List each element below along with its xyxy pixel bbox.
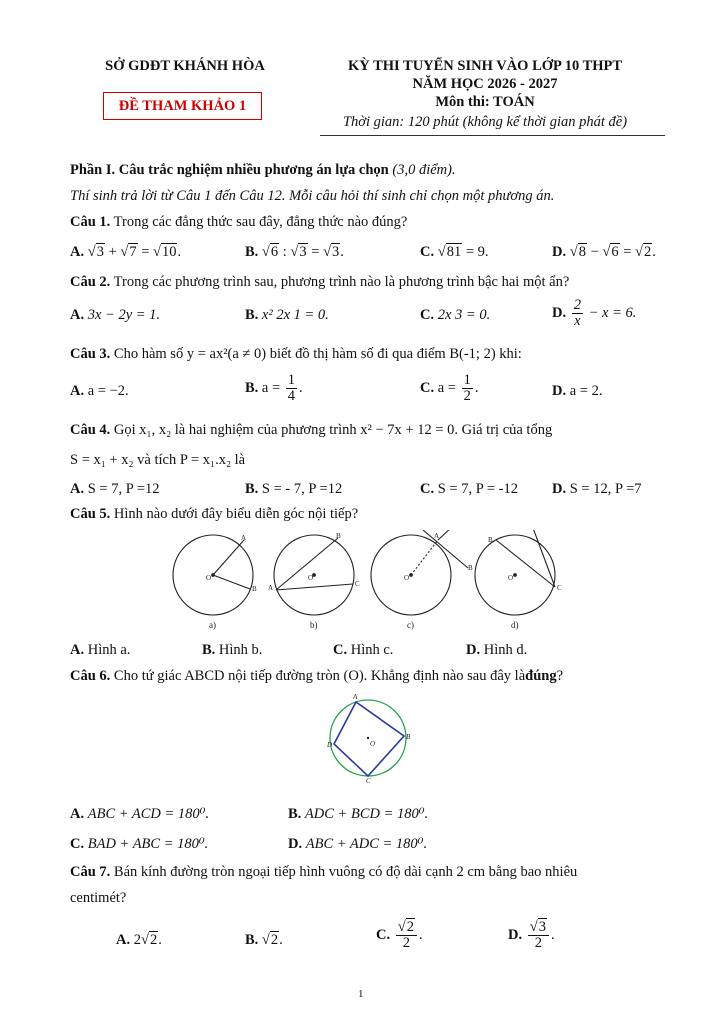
question-7 — [70, 864, 577, 881]
figure-c-label: c) — [407, 620, 414, 630]
q3-b-label: B. — [245, 380, 259, 397]
figure-point-labels — [206, 532, 562, 593]
figure-c — [371, 530, 468, 615]
q4-a-text: S = 7, P =12 — [87, 481, 160, 497]
q3-c-math: a = $\frac{1}{2}$ . — [437, 372, 479, 405]
q5-option-a[interactable] — [70, 642, 130, 659]
q4-option-a[interactable] — [70, 481, 160, 498]
svg-text:O: O — [508, 574, 514, 582]
question-2 — [70, 274, 569, 291]
q7-c-fraction: $\frac{√2}{2}$ — [396, 920, 417, 951]
q6-c-label: C. — [70, 836, 85, 852]
q1-b-math: √6 : √3 = √3. — [261, 244, 344, 260]
q7-a-label: A. — [116, 932, 131, 948]
svg-text:C: C — [557, 584, 562, 592]
q7-c-label: C. — [376, 927, 391, 944]
q1-text: Trong các đẳng thức sau đây, đẳng thức nào đúng? — [113, 214, 408, 230]
figure-b — [274, 535, 354, 615]
q1-c-math: √81 = 9. — [437, 244, 489, 260]
q2-option-c[interactable] — [420, 307, 490, 324]
q5-b-text: Hình b. — [218, 642, 263, 658]
q1-b-label: B. — [245, 244, 259, 260]
q1-option-c[interactable] — [420, 244, 489, 261]
q5-d-text: Hình d. — [483, 642, 528, 658]
q5-label: Câu 5. — [70, 506, 111, 522]
q2-option-d[interactable] — [552, 298, 636, 329]
center-point — [367, 737, 369, 739]
q2-c-text: 2x 3 = 0. — [437, 307, 491, 323]
q1-option-a[interactable] — [70, 244, 181, 261]
q4-b-label: B. — [245, 481, 259, 497]
q4-option-b[interactable] — [245, 481, 342, 498]
svg-text:B: B — [488, 536, 493, 544]
q5-a-text: Hình a. — [87, 642, 131, 658]
q2-c-label: C. — [420, 307, 435, 323]
part1-title: Phần I. Câu trắc nghiệm nhiều phương án lựa chọn — [70, 162, 389, 178]
q4-label: Câu 4. — [70, 422, 111, 438]
q7-line2: centimét? — [70, 890, 127, 906]
q3-text-post: biết đồ thị hàm số đi qua điểm B(-1; 2) khi: — [269, 346, 522, 362]
q2-b-label: B. — [245, 307, 259, 323]
svg-text:A: A — [268, 584, 274, 592]
q3-c-label: C. — [420, 380, 435, 397]
q3-a-label: A. — [70, 383, 85, 399]
q6-figure — [322, 692, 414, 784]
q6-b-label: B. — [288, 806, 302, 822]
exam-title: KỲ THI TUYỂN SINH VÀO LỚP 10 THPT — [347, 58, 623, 74]
part1-instruction: Thí sinh trả lời từ Câu 1 đến Câu 12. Mỗi câu hỏi thí sinh chỉ chọn một phương án. — [70, 188, 555, 204]
q4-a-label: A. — [70, 481, 85, 497]
q2-option-a[interactable] — [70, 307, 160, 324]
svg-text:C: C — [355, 580, 360, 588]
q7-label: Câu 7. — [70, 864, 111, 880]
q5-c-text: Hình c. — [350, 642, 394, 658]
svg-text:O: O — [404, 574, 410, 582]
q2-a-text: 3x − 2y = 1. — [87, 307, 161, 323]
question-1 — [70, 214, 407, 231]
reference-exam-badge: ĐỀ THAM KHẢO 1 — [103, 92, 262, 120]
svg-text:B: B — [252, 585, 257, 593]
q5-c-label: C. — [333, 642, 348, 658]
q1-c-label: C. — [420, 244, 435, 260]
q7-option-d[interactable]: D. $\frac{√3}{2}$ . — [508, 919, 555, 952]
q1-d-math: √8 − √6 = √2. — [569, 244, 656, 260]
svg-text:B: B — [336, 532, 341, 540]
school-year: NĂM HỌC 2026 - 2027 — [412, 76, 558, 92]
svg-text:O: O — [308, 574, 314, 582]
q2-b-text: x² 2x 1 = 0. — [261, 307, 329, 323]
part1-heading — [70, 162, 456, 179]
part1-points: (3,0 điểm). — [392, 162, 456, 178]
quadrilateral-abcd — [334, 702, 404, 776]
q6-a-label: A. — [70, 806, 85, 822]
q7-b-label: B. — [245, 932, 259, 948]
duration: Thời gian: 120 phút (không kể thời gian phát đề) — [342, 114, 628, 130]
q1-a-math: √3 + √7 = √10. — [87, 244, 182, 260]
svg-text:B: B — [406, 733, 411, 741]
q6-a-text: ABC + ACD = 180⁰. — [87, 806, 210, 822]
q3-option-a[interactable] — [70, 383, 129, 400]
q4-option-c[interactable] — [420, 481, 518, 498]
q1-option-d[interactable] — [552, 244, 656, 261]
q2-d-label: D. — [552, 305, 567, 322]
q3-b-math: a = $\frac{1}{4}$ . — [261, 372, 303, 405]
q6-option-b[interactable] — [288, 806, 428, 823]
svg-text:D: D — [327, 741, 333, 749]
question-6 — [70, 668, 563, 685]
q2-a-label: A. — [70, 307, 85, 323]
q2-d-text: − x = 6. — [588, 305, 637, 322]
q5-a-label: A. — [70, 642, 85, 658]
q4-d-text: S = 12, P =7 — [569, 481, 642, 497]
svg-text:O: O — [206, 574, 212, 582]
q4-line1: Gọi x₁, x₂ là hai nghiệm của phương trình x² − 7x + 12 = 0. Giá trị của tổng — [113, 422, 553, 438]
svg-text:A: A — [241, 534, 247, 542]
q3-d-text: a = 2. — [569, 383, 603, 399]
q6-label: Câu 6. — [70, 668, 111, 684]
q5-option-d[interactable] — [466, 642, 527, 659]
q4-d-label: D. — [552, 481, 567, 497]
q6-option-c[interactable] — [70, 836, 208, 853]
q7-option-b[interactable] — [245, 932, 283, 949]
figure-a — [173, 535, 253, 615]
department-name: SỞ GDĐT KHÁNH HÒA — [105, 58, 265, 74]
q6-d-label: D. — [288, 836, 303, 852]
q4-c-label: C. — [420, 481, 435, 497]
q4-line2: S = x₁ + x₂ và tích P = x₁.x₂ là — [70, 452, 246, 468]
q7-a-math: 2√2. — [133, 932, 162, 948]
q1-option-b[interactable] — [245, 244, 344, 261]
question-4 — [70, 422, 552, 439]
figure-d — [475, 530, 555, 615]
q3-option-d[interactable] — [552, 383, 602, 400]
figure-d-label: d) — [511, 620, 519, 630]
q2-label: Câu 2. — [70, 274, 111, 290]
q6-option-d[interactable] — [288, 836, 427, 853]
q6-option-a[interactable] — [70, 806, 209, 823]
q5-option-b[interactable] — [202, 642, 262, 659]
q6-text-post: ? — [556, 668, 564, 684]
question-5 — [70, 506, 358, 523]
q1-a-label: A. — [70, 244, 85, 260]
q5-text: Hình nào dưới đây biểu diễn góc nội tiếp? — [113, 506, 359, 522]
q3-option-c[interactable] — [420, 373, 478, 404]
svg-text:A: A — [434, 532, 440, 540]
q3-formula: y = ax²(a ≠ 0) — [186, 346, 267, 362]
q6-emphasis: đúng — [525, 668, 557, 684]
q7-line1: Bán kính đường tròn ngoại tiếp hình vuông có độ dài cạnh 2 cm bằng bao nhiêu — [113, 864, 578, 880]
svg-text:A: A — [353, 693, 358, 701]
question-3 — [70, 346, 522, 363]
q3-text-pre: Cho hàm số — [113, 346, 184, 362]
q1-label: Câu 1. — [70, 214, 111, 230]
q6-text-pre: Cho tứ giác ABCD nội tiếp đường tròn (O). Khẳng định nào sau đây là — [113, 668, 526, 684]
q4-b-text: S = - 7, P =12 — [261, 481, 343, 497]
q3-label: Câu 3. — [70, 346, 111, 362]
q4-c-text: S = 7, P = -12 — [437, 481, 519, 497]
q7-option-c[interactable]: C. $\frac{√2}{2}$ . — [376, 919, 423, 952]
figure-b-label: b) — [310, 620, 318, 630]
q7-d-fraction: $\frac{√3}{2}$ — [528, 920, 549, 951]
svg-text:B: B — [468, 564, 473, 572]
q1-d-label: D. — [552, 244, 567, 260]
subject: Môn thi: TOÁN — [435, 94, 535, 110]
figure-a-label: a) — [209, 620, 216, 630]
header-divider — [320, 135, 665, 136]
page-number: 1 — [358, 988, 364, 1000]
q7-option-a[interactable] — [116, 932, 162, 949]
q4-option-d[interactable] — [552, 481, 642, 498]
q6-b-text: ADC + BCD = 180⁰. — [304, 806, 429, 822]
q5-d-label: D. — [466, 642, 481, 658]
q7-d-label: D. — [508, 927, 523, 944]
q2-d-fraction: $\frac{2}{x}$ — [573, 297, 581, 330]
q6-d-text: ABC + ADC = 180⁰. — [305, 836, 428, 852]
q6-c-text: BAD + ABC = 180⁰. — [87, 836, 209, 852]
q2-option-b[interactable] — [245, 307, 329, 324]
q3-d-label: D. — [552, 383, 567, 399]
svg-text:O: O — [370, 740, 376, 748]
q5-figures — [168, 530, 568, 630]
q5-option-c[interactable] — [333, 642, 393, 659]
q7-b-math: √2. — [261, 932, 283, 948]
q5-b-label: B. — [202, 642, 216, 658]
svg-text:C: C — [366, 777, 371, 784]
q3-a-text: a = −2. — [87, 383, 129, 399]
q2-text: Trong các phương trình sau, phương trình nào là phương trình bậc hai một ẩn? — [113, 274, 570, 290]
q3-option-b[interactable] — [245, 373, 303, 404]
